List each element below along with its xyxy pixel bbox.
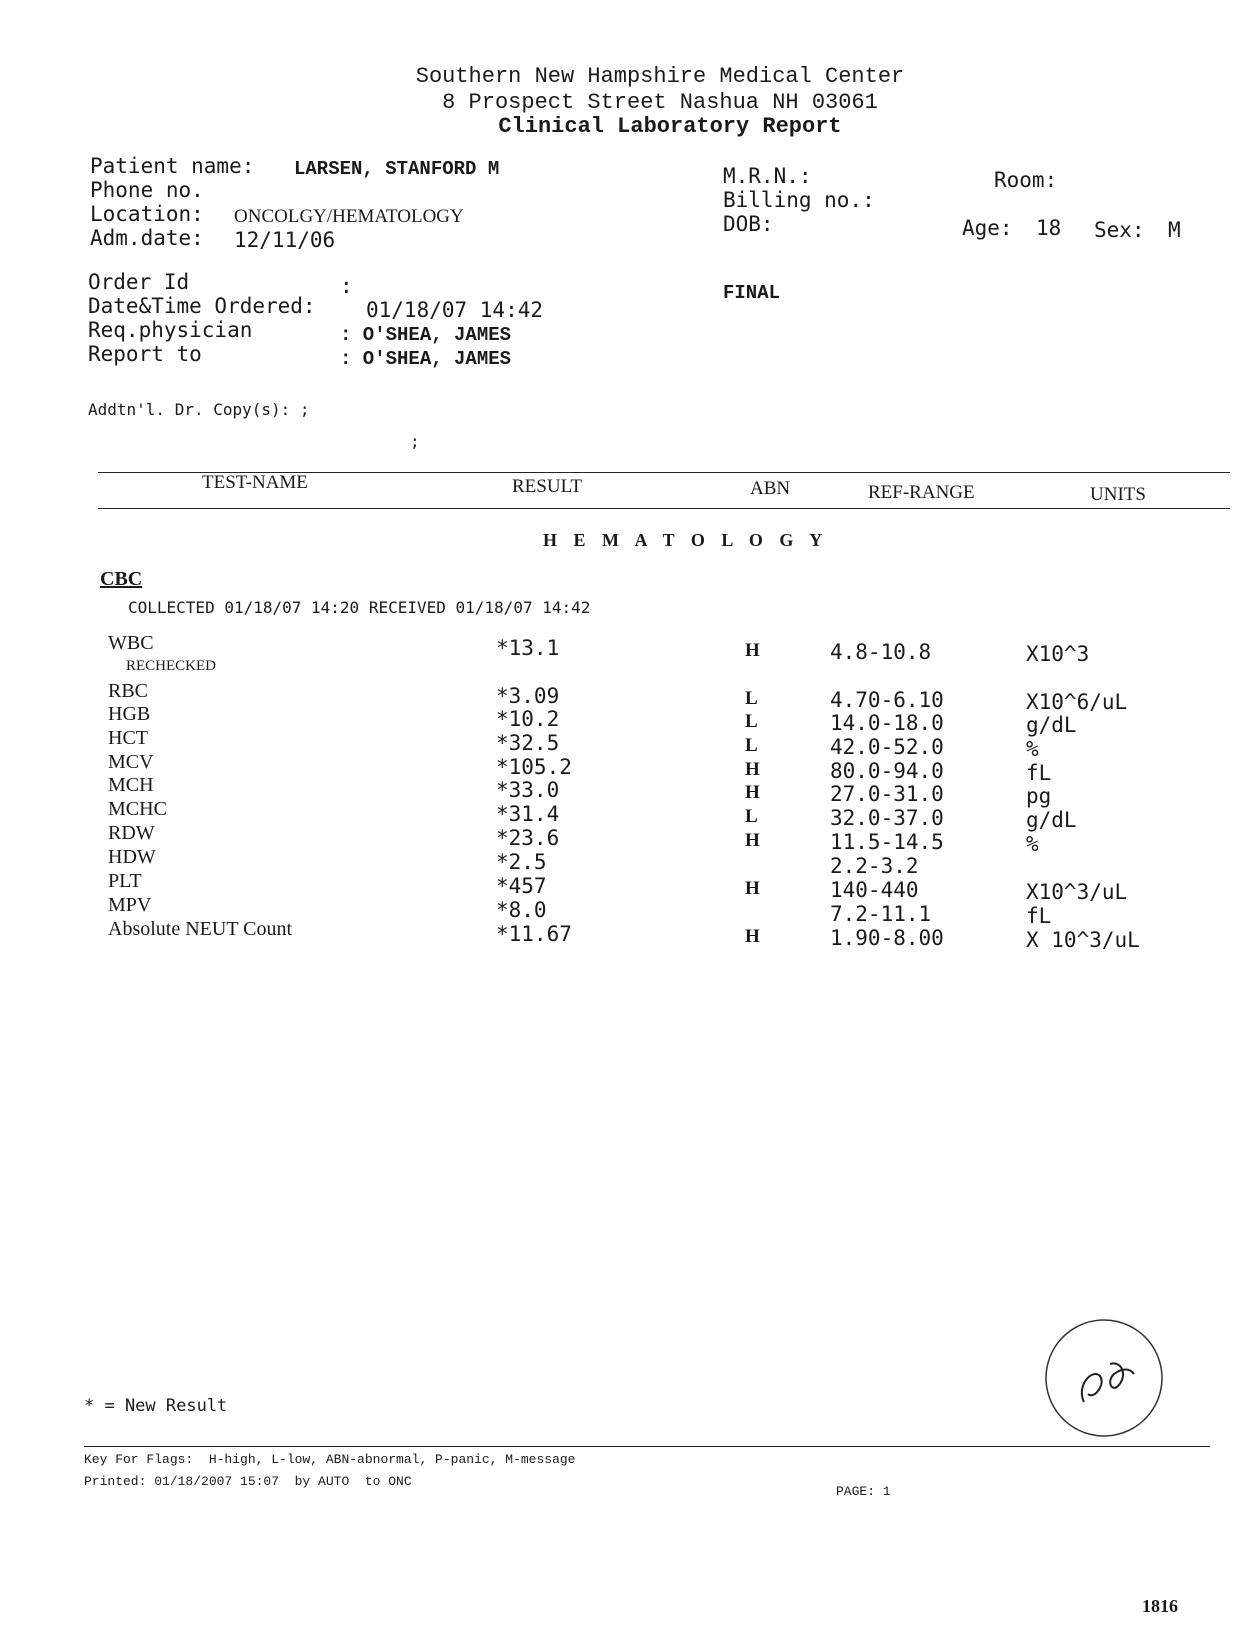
age-value: 18 [1036,216,1062,240]
billing-label: Billing no.: [723,188,875,212]
ref-range: 4.70-6.10 [830,688,944,712]
printed-info: Printed: 01/18/2007 15:07 by AUTO to ONC [84,1474,412,1489]
test-name: HCT [108,727,148,749]
test-units: % [1026,737,1039,761]
facility-address: 8 Prospect Street Nashua NH 03061 [442,90,878,115]
date-ordered-value: 01/18/07 14:42 [366,298,544,322]
col-test-name: TEST-NAME [202,472,308,493]
col-ref-range: REF-RANGE [868,482,975,503]
patient-name-label: Patient name: [90,154,255,178]
col-abn: ABN [750,478,791,499]
test-name: HDW [108,846,156,868]
ref-range: 4.8-10.8 [830,640,932,664]
phone-label: Phone no. [90,178,204,202]
test-name: PLT [108,870,142,892]
sex-label: Sex: [1094,218,1145,242]
abn-flag: H [745,830,760,851]
report-to-label: Report to [88,342,202,366]
test-units: X 10^3/uL [1026,928,1140,952]
req-physician-label: Req.physician [88,318,253,342]
test-name: RBC [108,680,149,702]
test-name: MCH [108,774,154,796]
ref-range: 32.0-37.0 [830,806,944,830]
test-result: *8.0 [496,898,547,922]
order-id-label: Order Id [88,270,190,294]
test-name: Absolute NEUT Count [108,918,293,940]
test-units: X10^3/uL [1026,880,1128,904]
test-units: fL [1026,761,1052,785]
abn-flag: H [745,878,760,899]
test-name: MPV [108,894,152,916]
abn-flag: H [745,926,760,947]
test-units: X10^6/uL [1026,690,1128,714]
section-title: H E M A T O L O G Y [543,530,829,550]
report-status: FINAL [723,282,781,304]
test-units: g/dL [1026,713,1077,737]
mrn-label: M.R.N.: [723,164,812,188]
ref-range: 2.2-3.2 [830,854,919,878]
test-note: RECHECKED [126,658,216,674]
page-number: PAGE: 1 [836,1484,891,1499]
test-result: *31.4 [496,802,560,826]
new-result-legend: * = New Result [84,1396,228,1416]
sex-value: M [1168,218,1181,242]
adm-date-value: 12/11/06 [234,228,336,252]
test-name: RDW [108,822,155,844]
test-units: fL [1026,904,1052,928]
adm-date-label: Adm.date: [90,226,204,250]
ref-range: 11.5-14.5 [830,830,944,854]
ref-range: 14.0-18.0 [830,711,944,735]
flag-key: Key For Flags: H-high, L-low, ABN-abnormal, P-panic, M-message [84,1452,576,1467]
test-name: HGB [108,703,151,725]
facility-name: Southern New Hampshire Medical Center [415,64,905,89]
location-label: Location: [90,202,204,226]
ref-range: 80.0-94.0 [830,759,944,783]
test-units: pg [1026,784,1052,808]
test-result: *3.09 [496,684,560,708]
ref-range: 42.0-52.0 [830,735,944,759]
test-result: *33.0 [496,778,560,802]
additional-dr-copy: Addtn'l. Dr. Copy(s): ; [88,400,310,419]
abn-flag: L [745,711,758,732]
abn-flag: L [745,688,758,709]
additional-dr-copy-extra: ; [410,432,420,451]
test-result: *13.1 [496,636,560,660]
room-label: Room: [994,168,1058,192]
location-value: ONCOLGY/HEMATOLOGY [234,206,464,227]
report-to-value: : O'SHEA, JAMES [340,348,512,370]
test-result: *11.67 [496,922,572,946]
date-ordered-label: Date&Time Ordered: [88,294,316,318]
test-name: MCHC [108,798,167,820]
test-name: WBC [108,632,154,654]
ref-range: 140-440 [830,878,919,902]
initials-stamp [1040,1316,1168,1444]
report-title: Clinical Laboratory Report [498,114,842,139]
abn-flag: H [745,640,760,661]
panel-name: CBC [100,568,143,590]
abn-flag: L [745,806,758,827]
col-result: RESULT [512,476,583,497]
order-id-colon: : [340,274,353,298]
test-units: g/dL [1026,808,1077,832]
abn-flag: H [745,759,760,780]
abn-flag: L [745,735,758,756]
test-units: X10^3 [1026,642,1090,666]
test-result: *23.6 [496,826,560,850]
handwritten-page-number: 1816 [1142,1596,1178,1616]
req-physician-value: : O'SHEA, JAMES [340,324,512,346]
collected-info: COLLECTED 01/18/07 14:20 RECEIVED 01/18/07 14:42 [128,598,591,617]
test-result: *10.2 [496,707,560,731]
ref-range: 1.90-8.00 [830,926,944,950]
test-result: *105.2 [496,755,572,779]
test-result: *32.5 [496,731,560,755]
patient-name: LARSEN, STANFORD M [294,158,500,180]
ref-range: 27.0-31.0 [830,782,944,806]
ref-range: 7.2-11.1 [830,902,932,926]
footer-rule [84,1446,1210,1447]
test-units: % [1026,832,1039,856]
dob-label: DOB: [723,212,774,236]
test-result: *457 [496,874,547,898]
age-label: Age: [962,216,1013,240]
test-name: MCV [108,751,154,773]
col-units: UNITS [1090,484,1146,505]
abn-flag: H [745,782,760,803]
test-result: *2.5 [496,850,547,874]
